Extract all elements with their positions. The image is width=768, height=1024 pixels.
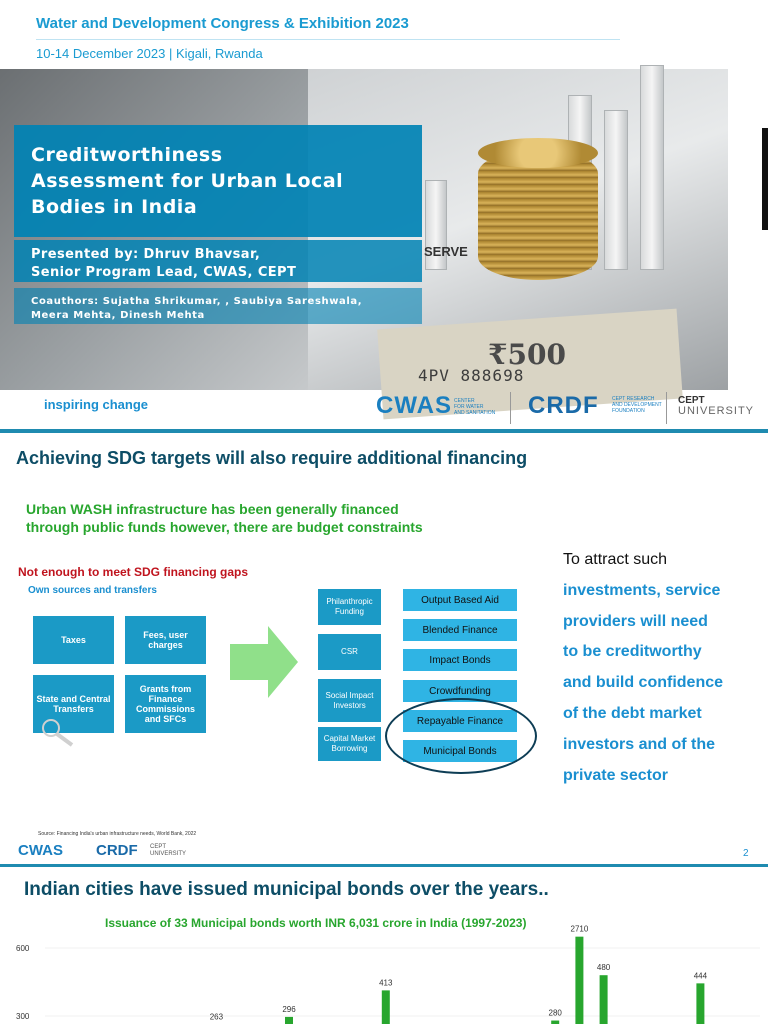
bar-data-label: 263 [209, 1012, 224, 1022]
logo-separator [666, 392, 667, 424]
coauthor-line: Meera Mehta, Dinesh Mehta [31, 310, 205, 321]
slide-divider [0, 429, 768, 433]
bar-data-label: 444 [693, 971, 708, 981]
presenter-line: Presented by: Dhruv Bhavsar, [31, 247, 261, 262]
title-line: Creditworthiness [31, 144, 223, 166]
note-value: ₹500 [488, 338, 566, 371]
slide-subtitle [26, 500, 423, 536]
own-sources-label: Own sources and transfers [28, 585, 157, 596]
chart-bar [575, 937, 583, 1024]
creditworthiness-text [563, 545, 763, 791]
tagline: inspiring change [44, 397, 149, 412]
text-line: To attract such [563, 551, 668, 568]
text-line: private sector [563, 766, 668, 784]
y-tick-label: 600 [16, 944, 30, 953]
chart-bar [285, 1017, 293, 1024]
coin-stack-image [478, 150, 598, 280]
highlight-ellipse [385, 698, 537, 774]
chart-bar-decor [604, 110, 628, 270]
bar-data-label: 413 [379, 978, 393, 988]
funding-box-capital-market: Capital Market Borrowing [318, 727, 381, 761]
chart-bar [382, 990, 390, 1024]
instrument-blended-finance: Blended Finance [403, 619, 517, 641]
source-box-transfers: State and Central Transfers [33, 675, 114, 733]
slide-title: Indian cities have issued municipal bonds over the years.. [24, 879, 549, 900]
logo-caption-line: CEPT RESEARCH [612, 396, 655, 402]
source-box-grants: Grants from Finance Commissions and SFCs [125, 675, 206, 733]
source-box-fees: Fees, user charges [125, 616, 206, 664]
funding-box-philanthropic: Philanthropic Funding [318, 589, 381, 625]
presenter-line: Senior Program Lead, CWAS, CEPT [31, 265, 297, 280]
crdf-logo-caption [612, 396, 662, 414]
chart-bar [696, 983, 704, 1024]
bar-data-label: 296 [282, 1004, 296, 1014]
right-arrow-icon [230, 626, 300, 698]
text-line: providers will need [563, 612, 708, 630]
funding-box-csr: CSR [318, 634, 381, 670]
presenter-text [31, 246, 296, 282]
cept-logo-top: CEPT [678, 395, 705, 406]
slide-divider [0, 864, 768, 867]
text-line: of the debt market [563, 704, 702, 722]
note-serial: 4PV 888698 [418, 366, 525, 385]
chart-bar-decor [640, 65, 664, 270]
event-title: Water and Development Congress & Exhibition 2023 [36, 15, 409, 32]
instrument-impact-bonds: Impact Bonds [403, 649, 517, 671]
serve-text: SERVE [424, 244, 468, 259]
financing-gap-note: Not enough to meet SDG financing gaps [18, 565, 249, 579]
bond-issuance-chart [0, 924, 768, 1024]
instrument-crowdfunding: Crowdfunding [403, 680, 517, 702]
slide-title: Achieving SDG targets will also require additional financing [16, 448, 528, 468]
event-subtitle: 10-14 December 2023 | Kigali, Rwanda [36, 46, 263, 61]
logo-caption-line: CEPT [150, 844, 167, 850]
source-note: Source: Financing India's urban infrastructure needs, World Bank, 2022 [38, 831, 197, 837]
title-line: Bodies in India [31, 196, 198, 218]
y-tick-label: 300 [16, 1012, 30, 1021]
bar-data-label: 480 [596, 963, 611, 973]
footer-crdf-logo: CRDF [96, 842, 138, 859]
footer-cept-logo [150, 844, 186, 858]
text-line: investors and of the [563, 735, 716, 753]
title-rule [36, 39, 620, 40]
text-line: investments, service [563, 581, 721, 599]
crdf-logo: CRDF [528, 392, 599, 419]
logo-caption-line: AND DEVELOPMENT [612, 402, 662, 408]
coin-top-image [478, 138, 598, 168]
chart-title: Issuance of 33 Municipal bonds worth INR 6,031 crore in India (1997-2023) [105, 916, 527, 930]
logo-separator [510, 392, 511, 424]
chart-bar [600, 975, 608, 1024]
cwas-logo-caption [454, 398, 495, 416]
text-line: and build confidence [563, 674, 724, 692]
title-line: Assessment for Urban Local [31, 170, 344, 192]
instrument-municipal-bonds: Municipal Bonds [403, 740, 517, 762]
bar-data-label: 2710 [570, 924, 589, 934]
cwas-logo: CWAS [376, 392, 452, 419]
chart-bar [551, 1021, 559, 1024]
source-box-taxes: Taxes [33, 616, 114, 664]
cept-logo-bottom: UNIVERSITY [678, 405, 755, 417]
instrument-repayable-finance: Repayable Finance [403, 710, 517, 732]
edge-marker [762, 128, 768, 230]
logo-caption-line: CENTER [454, 398, 475, 404]
instrument-output-based-aid: Output Based Aid [403, 589, 517, 611]
logo-caption-line: AND SANITATION [454, 410, 496, 416]
subtitle-line: through public funds however, there are budget constraints [26, 519, 423, 535]
presentation-title [31, 142, 411, 220]
logo-caption-line: FOUNDATION [612, 408, 645, 414]
magnifier-icon [38, 718, 78, 748]
text-line: to be creditworthy [563, 643, 702, 661]
coauthor-line: Coauthors: Sujatha Shrikumar, , Saubiya Sareshwala, [31, 296, 363, 307]
subtitle-line: Urban WASH infrastructure has been generally financed [26, 501, 399, 517]
page-number: 2 [743, 848, 749, 859]
funding-box-social-impact: Social Impact Investors [318, 679, 381, 722]
coauthor-text [31, 295, 362, 323]
logo-caption-line: UNIVERSITY [150, 851, 187, 857]
footer-cwas-logo: CWAS [18, 842, 63, 859]
logo-caption-line: FOR WATER [454, 404, 484, 410]
bar-data-label: 280 [548, 1008, 562, 1018]
